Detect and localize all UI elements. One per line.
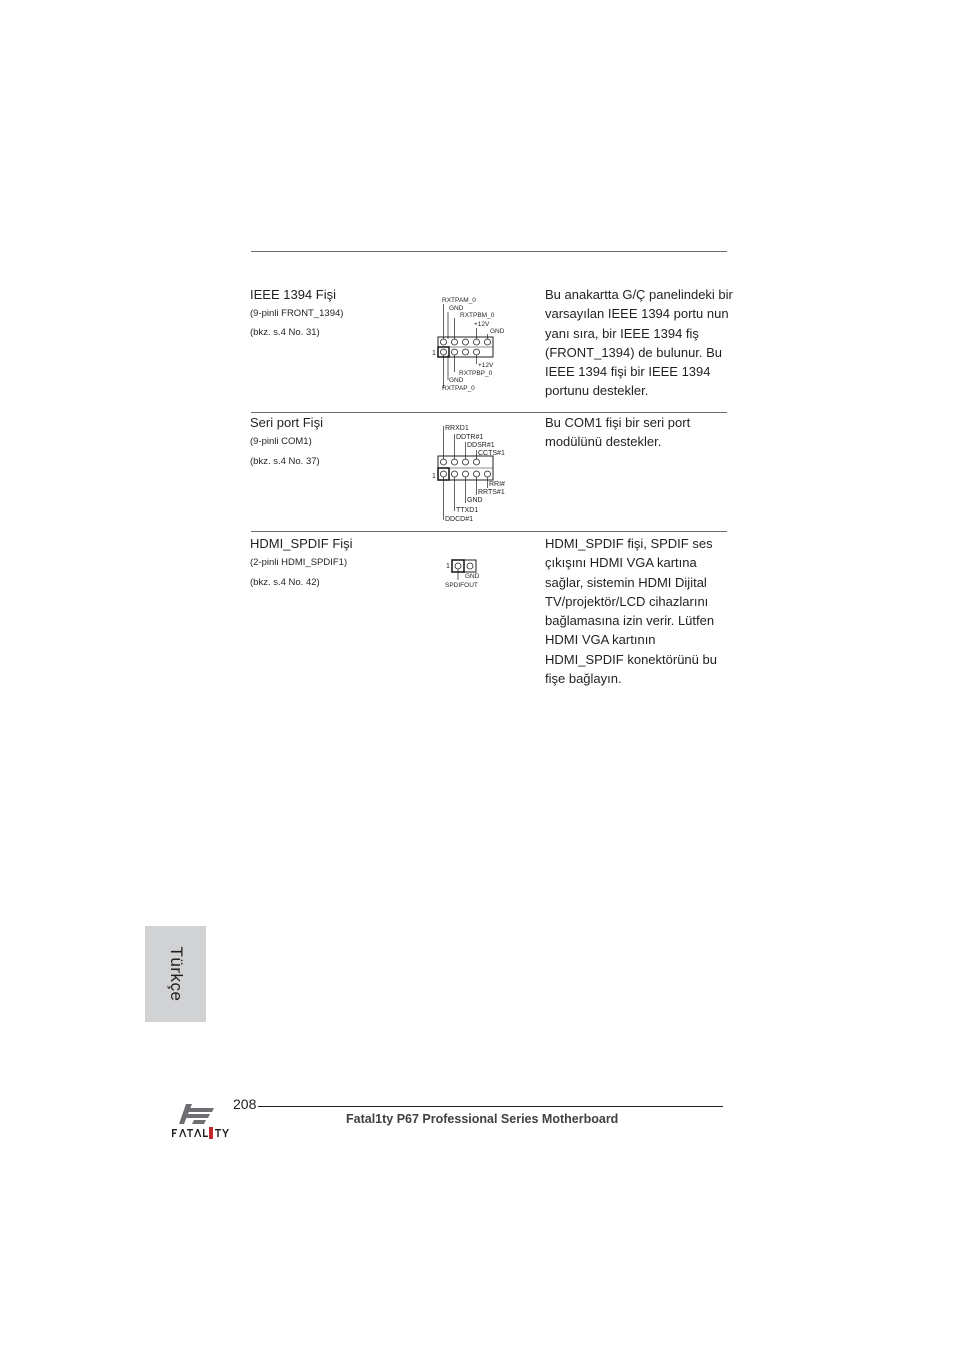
hdmi-spdif-pin-diagram (442, 556, 502, 592)
section-title-hdmi-spdif: HDMI_SPDIF Fişi (250, 536, 353, 551)
ieee1394-label-gnd-b: GND (490, 328, 505, 335)
com1-label-rrxd1: RRXD1 (445, 425, 469, 432)
ieee1394-label-rxtpap0: RXTPAP_0 (442, 385, 475, 392)
language-side-tab (145, 926, 206, 1022)
section-description-hdmi-spdif: HDMI_SPDIF fişi, SPDIF ses çıkışını HDMI VGA kartına sağlar, sistemin HDMI Dijital TV/projektör/LCD cihazlarını bağlamasına izin verir. Lütfen HDMI VGA kartının HDMI_SPDIF konektörünü bu fişe bağlayın. (545, 536, 717, 687)
ieee1394-label-rxtpbm0: RXTPBM_0 (460, 312, 495, 319)
com1-label-rri: RRI# (489, 481, 505, 488)
section-title-ieee1394: IEEE 1394 Fişi (250, 287, 336, 302)
com1-pin-one: 1 (432, 473, 436, 480)
section-subtitle-serial: (9-pinli COM1) (250, 436, 312, 447)
ieee1394-pin-diagram (428, 292, 528, 396)
ieee1394-label-rxtpam0: RXTPAM_0 (442, 297, 476, 304)
hdmi-spdif-label-spdifout: SPDIFOUT (445, 582, 478, 589)
com1-label-rrts1: RRTS#1 (478, 489, 505, 496)
ieee1394-label-rxtpbp0: RXTPBP_0 (459, 370, 493, 377)
ieee1394-pin-one: 1 (432, 350, 436, 357)
com1-label-gnd: GND (467, 497, 483, 504)
section-reference-ieee1394: (bkz. s.4 No. 31) (250, 327, 320, 338)
section-subtitle-ieee1394: (9-pinli FRONT_1394) (250, 308, 344, 319)
section-title-serial: Seri port Fişi (250, 415, 323, 430)
top-rule (251, 251, 727, 252)
ieee1394-label-gnd-c: GND (449, 377, 464, 384)
section-reference-hdmi-spdif: (bkz. s.4 No. 42) (250, 577, 320, 588)
ieee1394-label-gnd-a: GND (449, 305, 464, 312)
com1-label-ttxd1: TTXD1 (456, 507, 479, 514)
ieee1394-label-12v-a: +12V (474, 321, 490, 328)
com1-label-ddtr1: DDTR#1 (456, 434, 484, 441)
section-divider-2 (251, 531, 727, 532)
page-number: 208 (233, 1096, 257, 1112)
section-subtitle-hdmi-spdif: (2-pinli HDMI_SPDIF1) (250, 557, 348, 568)
ieee1394-label-12v-b: +12V (478, 362, 494, 369)
com1-label-ddcd1: DDCD#1 (445, 516, 474, 523)
com1-label-ccts1: CCTS#1 (478, 450, 505, 457)
footer-product-title: Fatal1ty P67 Professional Series Motherboard (346, 1112, 619, 1126)
section-description-ieee1394: Bu anakartta G/Ç panelindeki bir varsayılan IEEE 1394 portu nun yanı sıra, bir IEEE 1394 fiş (FRONT_1394) de bulunur. Bu IEEE 1394 fişi bir IEEE 1394 portunu destekler. (545, 287, 733, 399)
hdmi-spdif-label-gnd: GND (465, 573, 480, 580)
section-reference-serial: (bkz. s.4 No. 37) (250, 456, 320, 467)
language-side-tab-label: Türkçe (166, 946, 186, 1002)
footer-rule (233, 1106, 723, 1107)
fatal1ty-logo-icon (170, 1100, 230, 1142)
com1-pin-diagram (430, 420, 540, 524)
com1-label-ddsr1: DDSR#1 (467, 442, 495, 449)
hdmi-spdif-pin-one: 1 (446, 563, 450, 570)
section-description-serial: Bu COM1 fişi bir seri port modülünü destekler. (545, 415, 691, 450)
